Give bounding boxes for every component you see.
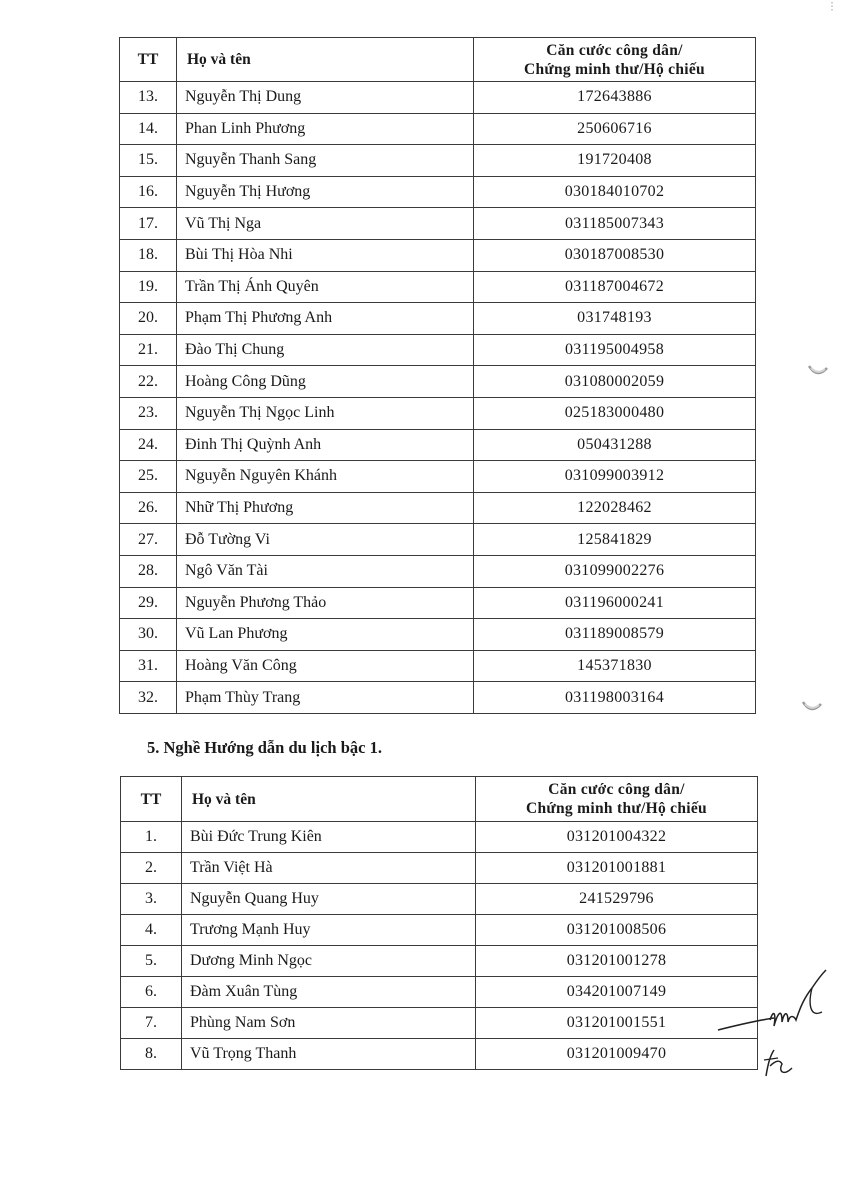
id-number: 031195004958 [474,334,756,366]
full-name: Hoàng Văn Công [177,650,474,682]
table-row [120,334,756,366]
full-name: Hoàng Công Dũng [177,366,474,398]
id-number: 125841829 [474,524,756,556]
row-number: 4. [121,915,182,946]
row-number: 13. [120,82,177,114]
id-number: 031201009470 [476,1039,758,1070]
table-header-row [120,38,756,82]
table-row [121,884,758,915]
header-id-line2: Chứng minh thư/Hộ chiếu [524,60,705,78]
table-row [121,1039,758,1070]
table-row [120,82,756,114]
full-name: Trương Mạnh Huy [182,915,476,946]
full-name: Nguyễn Thị Dung [177,82,474,114]
full-name: Phùng Nam Sơn [182,1008,476,1039]
table-row [120,113,756,145]
trainee-table-continued [119,37,756,714]
table-row [120,524,756,556]
table-row [120,429,756,461]
table-row [120,208,756,240]
row-number: 23. [120,397,177,429]
row-number: 6. [121,977,182,1008]
full-name: Nguyễn Phương Thảo [177,587,474,619]
full-name: Trần Việt Hà [182,853,476,884]
tour-guide-trainee-table [120,776,758,1070]
table-row [120,397,756,429]
row-number: 19. [120,271,177,303]
id-number: 031201001278 [476,946,758,977]
table-header-row [121,777,758,822]
hole-punch-mark [801,699,823,713]
id-number: 250606716 [474,113,756,145]
header-id-document [476,777,758,822]
full-name: Dương Minh Ngọc [182,946,476,977]
id-number: 031198003164 [474,682,756,714]
full-name: Đỗ Tường Vi [177,524,474,556]
row-number: 28. [120,555,177,587]
row-number: 5. [121,946,182,977]
id-number: 031099002276 [474,555,756,587]
full-name: Nguyễn Thanh Sang [177,145,474,177]
id-number: 031185007343 [474,208,756,240]
full-name: Ngô Văn Tài [177,555,474,587]
id-number: 031201008506 [476,915,758,946]
row-number: 24. [120,429,177,461]
table-row [120,176,756,208]
id-number: 241529796 [476,884,758,915]
row-number: 18. [120,239,177,271]
full-name: Vũ Thị Nga [177,208,474,240]
full-name: Nguyễn Nguyên Khánh [177,461,474,493]
table-row [120,239,756,271]
full-name: Đào Thị Chung [177,334,474,366]
row-number: 3. [121,884,182,915]
full-name: Phạm Thùy Trang [177,682,474,714]
table-row [120,461,756,493]
full-name: Bùi Đức Trung Kiên [182,822,476,853]
row-number: 21. [120,334,177,366]
header-name: Họ và tên [182,777,476,822]
row-number: 14. [120,113,177,145]
full-name: Nguyễn Thị Hương [177,176,474,208]
row-number: 7. [121,1008,182,1039]
row-number: 31. [120,650,177,682]
id-number: 145371830 [474,650,756,682]
id-number: 191720408 [474,145,756,177]
table-row [120,366,756,398]
row-number: 16. [120,176,177,208]
table-row [121,915,758,946]
full-name: Nguyễn Quang Huy [182,884,476,915]
id-number: 031201001881 [476,853,758,884]
table-row [121,853,758,884]
full-name: Bùi Thị Hòa Nhi [177,239,474,271]
row-number: 29. [120,587,177,619]
row-number: 30. [120,619,177,651]
full-name: Vũ Trọng Thanh [182,1039,476,1070]
id-number: 025183000480 [474,397,756,429]
id-number: 031080002059 [474,366,756,398]
table-row [120,587,756,619]
full-name: Phạm Thị Phương Anh [177,303,474,335]
id-number: 031201001551 [476,1008,758,1039]
row-number: 2. [121,853,182,884]
full-name: Nguyễn Thị Ngọc Linh [177,397,474,429]
row-number: 25. [120,461,177,493]
row-number: 8. [121,1039,182,1070]
full-name: Nhữ Thị Phương [177,492,474,524]
header-id-line1: Căn cước công dân/ [548,781,685,798]
table-row [120,271,756,303]
id-number: 031099003912 [474,461,756,493]
table-body [120,82,756,714]
header-id-document [474,38,756,82]
id-number: 030187008530 [474,239,756,271]
table-body [121,822,758,1070]
table-row [121,946,758,977]
id-number: 172643886 [474,82,756,114]
row-number: 27. [120,524,177,556]
row-number: 20. [120,303,177,335]
full-name: Phan Linh Phương [177,113,474,145]
row-number: 22. [120,366,177,398]
corner-scan-mark [826,0,838,14]
table-row [120,555,756,587]
row-number: 1. [121,822,182,853]
header-id-line1: Căn cước công dân/ [546,41,683,59]
full-name: Trần Thị Ánh Quyên [177,271,474,303]
id-number: 031189008579 [474,619,756,651]
row-number: 32. [120,682,177,714]
id-number: 031187004672 [474,271,756,303]
handwritten-signature [712,968,832,1098]
table-row [120,492,756,524]
header-tt: TT [121,777,182,822]
row-number: 15. [120,145,177,177]
table-row [121,1008,758,1039]
id-number: 122028462 [474,492,756,524]
table-row [120,145,756,177]
id-number: 031201004322 [476,822,758,853]
table-row [121,822,758,853]
table-row [120,682,756,714]
id-number: 050431288 [474,429,756,461]
header-id-line2: Chứng minh thư/Hộ chiếu [526,800,707,817]
header-name: Họ và tên [177,38,474,82]
row-number: 26. [120,492,177,524]
table-row [121,977,758,1008]
id-number: 031748193 [474,303,756,335]
full-name: Đàm Xuân Tùng [182,977,476,1008]
id-number: 031196000241 [474,587,756,619]
section-heading: 5. Nghề Hướng dẫn du lịch bậc 1. [147,738,382,757]
table-row [120,303,756,335]
header-tt: TT [120,38,177,82]
full-name: Đinh Thị Quỳnh Anh [177,429,474,461]
row-number: 17. [120,208,177,240]
table-row [120,650,756,682]
id-number: 034201007149 [476,977,758,1008]
id-number: 030184010702 [474,176,756,208]
full-name: Vũ Lan Phương [177,619,474,651]
table-row [120,619,756,651]
hole-punch-mark [807,363,829,377]
